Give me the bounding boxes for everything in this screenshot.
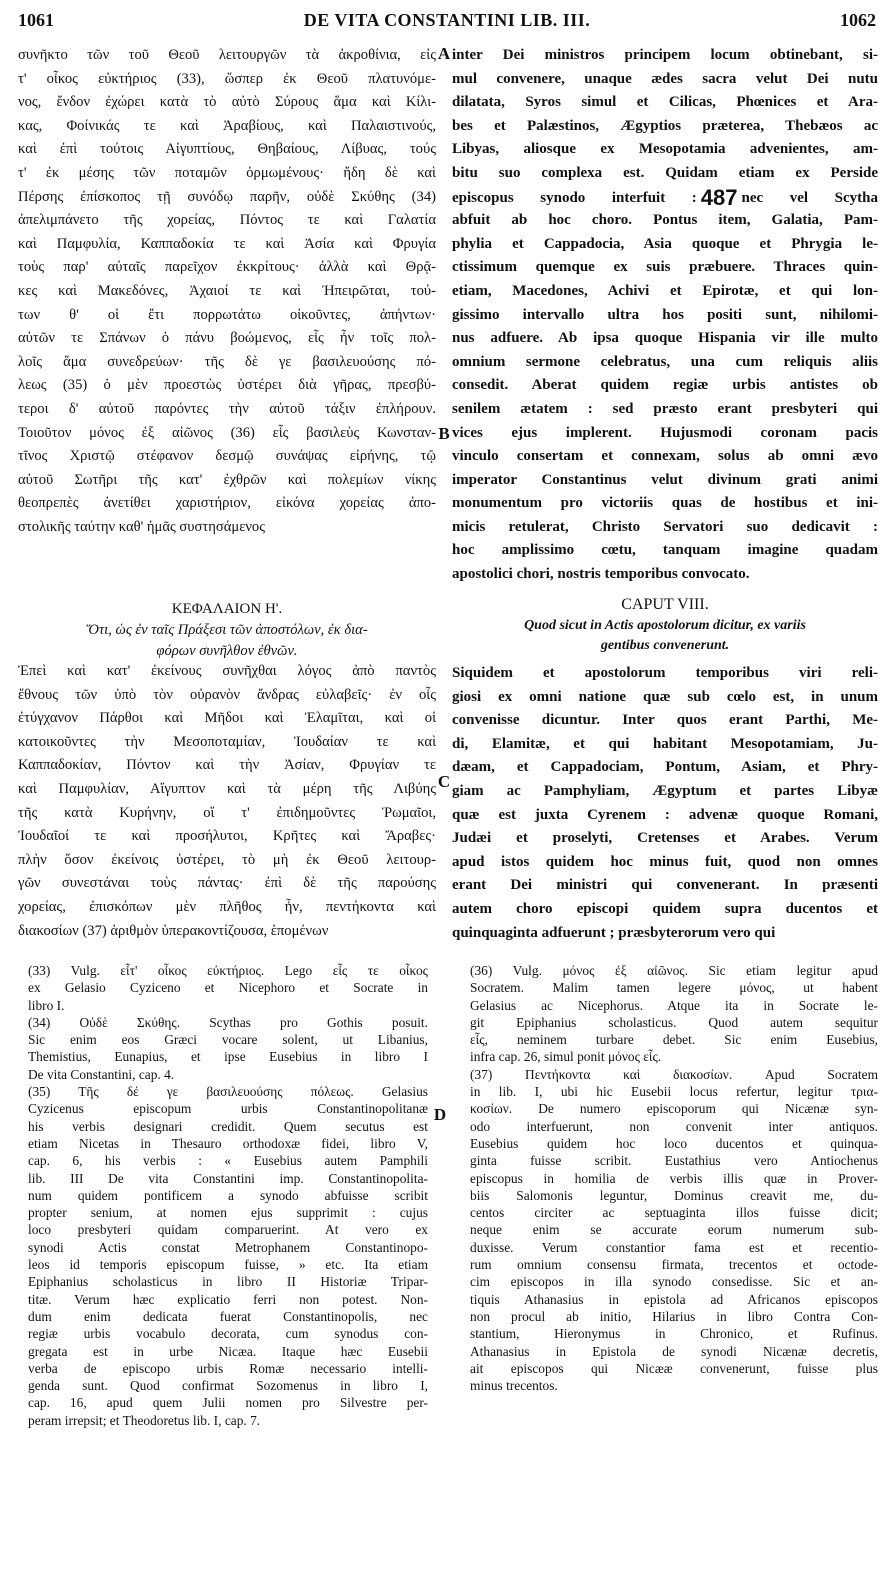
greek-text-line: αὐτῶν τε Σπάνων ὁ πάνυ βοώμενος, εἷς ἦν τοῖς πολ-	[18, 330, 436, 347]
latin-text-segment: episcopus synodo interfuit :	[452, 189, 697, 206]
footnote-line-left: Themistius, Eunapius, et ipse Eusebius in libro I	[28, 1049, 428, 1065]
footnote-line-right: Socratem. Malim tamen legere μόνος, ut habent	[470, 980, 878, 996]
latin-text-line: quæ est juxta Cyrenem : advenæ quoque Romani,	[452, 806, 878, 823]
latin-text-line: gissimo intervallo ultra hos positi sunt, nihilomi-	[452, 306, 878, 323]
latin-text-line: micis retulerat, Christo Servatori suo dedicavit :	[452, 518, 878, 535]
latin-chapter-heading-block	[452, 594, 878, 656]
greek-text-line: συνῆκτο τῶν τοῦ Θεοῦ λειτουργῶν τὰ ἀκροθίνια, εἰς	[18, 47, 436, 63]
footnote-line-left: verba de episcopo urbis Romæ necessario intelli-	[28, 1360, 428, 1376]
footnote-line-left: (35) Τῆς δέ γε βασιλευούσης πόλεως. Gelasius	[28, 1084, 428, 1100]
footnote-line-right: (37) Πεντήκοντα καὶ διακοσίων. Apud Socratem	[470, 1066, 878, 1082]
footnote-line-left: titæ. Verum hæc explicatio ferri non potest. Non-	[28, 1291, 428, 1307]
footnote-line-right: in lib. I, ubi hic Eusebii locus refertur, legitur τρια-	[470, 1084, 878, 1100]
footnote-line-right: centos circiter ac septuaginta illos fuisse dicit;	[470, 1205, 878, 1221]
greek-chapter-heading-block	[18, 598, 436, 662]
footnote-line-left: etiam Nicetas in Thesauro orthodoxæ fidei, libro V,	[28, 1135, 428, 1151]
latin-text-line: abfuit ab hoc choro. Pontus item, Galatia, Pam-	[452, 212, 878, 229]
greek-text-line: Καππαδοκίαν, Πόντον καὶ τὴν Ἀσίαν, Φρυγίαν τε	[18, 757, 436, 774]
footnote-line-right: git Epiphanius scholasticus. Quod autem sequitur	[470, 1014, 878, 1030]
greek-text-line: διακοσίων (37) ἀριθμὸν ὑπερακοντίζουσα, ἑπομένων	[18, 922, 329, 939]
greek-text-line: κες καὶ Μακεδόνες, Ἀχαιοί τε καὶ Ἠπειρῶται, τού-	[18, 282, 436, 299]
latin-text-line: di, Elamitæ, et qui habitant Mesopotamiam, Ju-	[452, 735, 878, 752]
greek-text-line: χορείας, ἐπισκόπων μὲν πλῆθος ἦν, πεντήκοντα καὶ	[18, 898, 436, 915]
latin-chapter-heading: CAPUT VIII.	[621, 596, 709, 613]
footnote-line-right: Gelasius ac Nicephorus. Atque ita in Socrate le-	[470, 997, 878, 1013]
latin-text-line: bes et Palæstinos, Ægyptios præterea, Thebæos ac	[452, 117, 878, 134]
greek-text-line: Ἰουδαῖοί τε καὶ προσήλυτοι, Κρῆτες καὶ Ἄραβες·	[18, 828, 436, 845]
latin-text-line: monumentum pro victoriis quas de hostibus et ini-	[452, 495, 878, 512]
footnote-line-right: Athanasius in Epistola de synodi Nicænæ decretis,	[470, 1343, 878, 1359]
footnote-line-left: peram irrepsit; et Theodoretus lib. I, cap. 7.	[28, 1412, 261, 1428]
greek-text-line: στολικῆς ταύτην καθ' ἡμᾶς συστησάμενος	[18, 518, 266, 535]
greek-text-line: κατοικοῦντες τὴν Μεσοποταμίαν, Ἰουδαίαν τε καὶ	[18, 733, 436, 750]
latin-text-segment: nec vel Scytha	[741, 189, 878, 206]
latin-text-line: convenisse dicuntur. Inter quos erant Parthi, Me-	[452, 712, 878, 729]
latin-text-line: phylia et Cappadocia, Asia quoque et Phrygia le-	[452, 235, 878, 252]
footnote-line-left: ex Gelasio Cyziceno et Nicephoro et Socrate in	[28, 980, 428, 996]
footnote-line-right: ginta fuisse scribit. Eustathius vero Antiochenus	[470, 1153, 878, 1169]
greek-text-line: καὶ ἐπὶ τούτοις Αἰγυπτίους, Θηβαίους, Λίβυας, τούς	[18, 141, 436, 158]
latin-text-line: bitu suo complexa est. Quidam etiam ex Perside	[452, 164, 878, 181]
latin-text-line: etiam, Macedones, Achivi et Epirotæ, et qui lon-	[452, 282, 878, 299]
footnote-line-left: dum enim dedicata fuerat Constantinopolis, nec	[28, 1308, 428, 1324]
margin-letter-b: B	[438, 424, 450, 443]
running-title: DE VITA CONSTANTINI LIB. III.	[303, 10, 591, 30]
greek-chapter-subtitle-1: Ὅτι, ὡς ἐν ταῖς Πράξεσι τῶν ἀποστόλων, ἐκ δια-	[86, 622, 368, 638]
running-header	[18, 10, 876, 36]
greek-text-line: Πέρσης ἐπίσκοπος τῇ συνόδῳ παρῆν, οὐδὲ Σκύθης (34)	[18, 188, 436, 205]
greek-text-line: καὶ Παμφυλίαν, Αἴγυπτον καὶ τὰ μέρη τῆς Λιβύης	[18, 780, 436, 797]
footnote-line-left: cap. 16, apud quem Julii nomen pro Silvestre per-	[28, 1395, 428, 1411]
margin-letter-c: C	[437, 772, 451, 791]
greek-text-line: τοὺς παρ' αὐταῖς παρεῖχον ἐκκρίτους· ἀλλὰ καὶ Θρᾷ-	[18, 259, 436, 276]
latin-text-line	[452, 186, 878, 210]
latin-text-line: giosi ex omni natione quæ sub cœlo est, in unum	[452, 688, 878, 705]
latin-text-line: dæam, et Cappadociam, Pontum, Asiam, et Phry-	[452, 759, 878, 776]
latin-text-line: omnium sermone celebratus, una cum reliquis aliis	[452, 353, 878, 370]
footnote-line-left: his verbis designari credidit. Quem secutus est	[28, 1118, 428, 1134]
latin-text-line: inter Dei ministros principem locum obtinebant, si-	[452, 47, 878, 63]
footnote-line-right: tiquis Athanasius in epistola ad Africanos episcopos	[470, 1291, 878, 1307]
greek-text-bottom	[18, 660, 436, 943]
footnotes-right	[470, 962, 878, 1394]
latin-text-line: vinculo consertam et connexam, solus ab omni ævo	[452, 448, 878, 465]
footnote-line-left: cap. 6, his verbis : « Eusebius autem Pamphili	[28, 1153, 428, 1169]
margin-letter-a: A	[437, 44, 451, 63]
footnote-line-left: synodi Actis constat Metrophanem Constantinopo-	[28, 1239, 428, 1255]
footnote-line-right: infra cap. 26, simul ponit μόνος εἷς.	[470, 1049, 662, 1065]
latin-text-line: Siquidem et apostolorum temporibus viri reli-	[452, 665, 878, 681]
footnote-line-left: num quidem pontificem a synodo abfuisse scribit	[28, 1187, 428, 1203]
column-number-stamp: 487	[700, 185, 738, 210]
footnote-line-right: cim episcopos in illa synodo consedisse. Sic et an-	[470, 1274, 878, 1290]
latin-text-line: apud istos quidem hoc minus fuit, quod non omnes	[452, 853, 878, 870]
footnote-line-left: propter senium, at nomen ejus supprimit : cujus	[28, 1205, 428, 1221]
latin-text-line: imperator Constantinus velut divinum grati animi	[452, 471, 878, 488]
footnote-line-left: Cyzicenus episcopum urbis Constantinopolitanæ	[28, 1101, 428, 1117]
latin-text-line: autem choro episcopi quidem supra ducentos et	[452, 900, 878, 917]
footnote-line-right: duxisse. Verum constantior fama est et recentio-	[470, 1239, 878, 1255]
footnote-line-left: libro I.	[28, 997, 65, 1013]
footnote-line-right: non procul ab initio, Hilarius in libro Contra Con-	[470, 1308, 878, 1324]
greek-text-line: ἀπελιμπάνετο τῆς χορείας, Πόντος τε καὶ Γαλατία	[18, 212, 436, 229]
footnote-line-right: ait episcopos qui Nicææ convenerunt, fuisse plus	[470, 1360, 878, 1376]
greek-text-line: Ἐπεὶ καὶ κατ' ἐκείνους συνῆχθαι λόγος ἀπὸ παντὸς	[18, 663, 436, 679]
greek-text-line: ἔθνους τῶν ὑπὸ τὸν οὐρανὸν ἄνδρας εὐλαβεῖς· ἐν οἷς	[18, 686, 436, 703]
page-number-right: 1062	[840, 10, 876, 30]
latin-text-bottom	[452, 662, 878, 945]
footnote-line-right: rum omnium consensu firmata, trecentos et octode-	[470, 1257, 878, 1273]
latin-text-line: consedit. Aberat quidem regiæ urbis antistes ob	[452, 377, 878, 394]
greek-text-line: των θ' οἱ ἔτι πορρωτάτω οἰκοῦντες, ἀπήντων·	[18, 306, 436, 323]
footnote-line-left: De vita Constantini, cap. 4.	[28, 1066, 175, 1082]
latin-text-line: ctissimum quemque ex suis præbuere. Thraces quin-	[452, 259, 878, 276]
footnotes-left	[28, 962, 428, 1429]
latin-text-line: apostolici chori, nostris temporibus convocato.	[452, 566, 750, 583]
footnote-line-left: Sic enim eos Græci vocare solent, ut Libanius,	[28, 1032, 428, 1048]
greek-text-line: πλὴν ὅσον ἐκείνοις ὑστέρει, τὸ μὴ ἐκ Θεοῦ λειτουρ-	[18, 851, 436, 868]
greek-text-line: τῖνος Χριστῷ στέφανον δεσμῷ συνάψας εἰρήνης, τῷ	[18, 448, 436, 465]
footnote-line-right: odo interfuerunt, non convenit inter antiquos.	[470, 1118, 878, 1134]
latin-text-line: erant Dei ministri qui convenerant. In præsenti	[452, 877, 878, 894]
latin-text-line: hoc amplissimo cœtu, tanquam imagine quadam	[452, 542, 878, 559]
greek-text-line: τεροι δ' αὐτοῦ παρόντες τὴν αὐτοῦ τάξιν ἐπλήρουν.	[18, 400, 436, 417]
page-number-left: 1061	[18, 10, 54, 30]
footnote-line-right: Eusebius quidem hoc loco ducentos et quinqua-	[470, 1135, 878, 1151]
greek-text-line: αὐτοῦ Σωτῆρι τῆς κατ' ἐχθρῶν καὶ πολεμίων νίκης	[18, 471, 436, 488]
greek-text-line: γῶν συνεστάναι τοὺς πάντας· ἐπὶ δὲ τῆς παρούσης	[18, 875, 436, 892]
footnote-line-right: stantium, Hieronymus in Chronico, et Rufinus.	[470, 1326, 878, 1342]
greek-text-line: τ' οἶκος εὐκτήριος (33), ὥσπερ ἐκ Θεοῦ πλατυνόμε-	[18, 70, 436, 87]
latin-chapter-subtitle-2: gentibus convenerunt.	[600, 638, 730, 653]
footnote-line-left: Epiphanius scholasticus in libro II Historiæ Tripar-	[28, 1274, 428, 1290]
greek-chapter-heading: ΚΕΦΑΛΑΙΟΝ Η'.	[171, 601, 283, 617]
footnote-line-right: κοσίων. De numero episcoporum qui Nicænæ syn-	[470, 1101, 878, 1117]
margin-letter-d: D	[433, 1105, 447, 1124]
greek-text-line: τῆς κατὰ Κυρήνην, οἵ τ' ἐπιδημοῦντες Ῥωμαῖοι,	[18, 804, 436, 821]
footnote-line-left: lib. III De vita Constantini imp. Constantinopolita-	[28, 1170, 428, 1186]
latin-text-line: quinquaginta adfuerunt ; præsbyterorum vero qui	[452, 924, 776, 941]
greek-text-line: λοῖς ἅμα συνεδρεύων· τῆς δὲ γε βασιλευούσης πό-	[18, 353, 436, 370]
latin-text-line: Judæi et proselyti, Cretenses et Arabes. Verum	[452, 830, 878, 847]
footnote-line-right: neque enim se accurate eorum numerum sub-	[470, 1222, 878, 1238]
latin-text-line: giam ac Pamphyliam, Ægyptum et partes Libyæ	[452, 782, 878, 799]
footnote-line-left: leos id temporis episcopum fuisse, » etc. Ita etiam	[28, 1257, 428, 1273]
footnote-line-right: episcopus in homilia de verbis illis quæ in Prover-	[470, 1170, 878, 1186]
footnote-line-left: (34) Οὐδὲ Σκύθης. Scythas pro Gothis posuit.	[28, 1014, 428, 1030]
greek-text-line: καὶ Παμφυλία, Καππαδοκία τε καὶ Ἀσία καὶ Φρυγία	[18, 235, 436, 252]
footnote-line-left: regiæ urbis vocabulo decorata, cum synodus con-	[28, 1326, 428, 1342]
latin-text-line: mul convenere, unaque ædes sacra velut Dei nutu	[452, 70, 878, 87]
footnote-line-right: (36) Vulg. μόνος ἐξ αἰῶνος. Sic etiam legitur apud	[470, 963, 878, 978]
footnote-line-left: (33) Vulg. εἶτ' οἶκος εὐκτήριος. Lego εἷς τε οἶκος	[28, 963, 428, 978]
latin-text-line: Libyas, aliosque ex Mesopotamia advenientes, am-	[452, 141, 878, 158]
greek-text-line: τ' ἐκ μέσης τῶν ποταμῶν ὁρμωμένους· ἤδη δὲ καὶ	[18, 164, 436, 181]
latin-text-line: dilatata, Syros simul et Cilicas, Phœnices et Ara-	[452, 94, 878, 111]
greek-text-line: θεοπρεπὲς ἀνετίθει χαριστήριον, εἰκόνα χορείας ἀπο-	[18, 495, 436, 512]
latin-text-line: senilem ætatem : sed præsto erant presbyteri qui	[452, 400, 878, 417]
latin-text-line: nus adfuere. Ab ipsa quoque Hispania vir ille multo	[452, 330, 878, 347]
greek-text-line: κας, Φοίνικάς τε καὶ Ἀραβίους, καὶ Παλαιστινούς,	[18, 117, 436, 134]
footnote-line-right: minus trecentos.	[470, 1378, 558, 1394]
greek-text-top	[18, 44, 436, 539]
latin-chapter-subtitle-1: Quod sicut in Actis apostolorum dicitur, ex variis	[524, 618, 806, 633]
footnote-line-right: biis Salomonis leguntur, Dominus creavit me, du-	[470, 1187, 878, 1203]
footnote-line-left: genda sunt. Quod confirmat Sozomenus in libro I,	[28, 1378, 428, 1394]
greek-chapter-subtitle-2: φόρων συνῆλθον ἐθνῶν.	[156, 643, 298, 659]
latin-text-top	[452, 44, 878, 587]
greek-text-line: ἐτύγχανον Πάρθοι καὶ Μῆδοι καὶ Ἐλαμῖται, καὶ οἱ	[18, 710, 436, 727]
latin-text-line: vices ejus implerent. Hujusmodi coronam pacis	[452, 424, 878, 441]
footnote-line-left: gregata est in urbe Nicæa. Itaque hæc Eusebii	[28, 1343, 428, 1359]
footnote-line-left: loco presbyteri quidam comparuerint. At vero ex	[28, 1222, 428, 1238]
footnote-line-right: εἷς, neminem turbare debet. Sic enim Eusebius,	[470, 1032, 878, 1048]
greek-text-line: λεως (35) ὁ μὲν προεστὼς ὑστέρει διὰ γῆρας, πρεσβύ-	[18, 377, 436, 394]
greek-text-line: Τοιοῦτον μόνος ἐξ αἰῶνος (36) εἷς βασιλεὺς Κωνσταν-	[18, 424, 436, 441]
greek-text-line: νος, ἔνδον ἐχώρει κατὰ τὸ αὐτὸ Σύρους ἅμα καὶ Κίλι-	[18, 94, 436, 111]
